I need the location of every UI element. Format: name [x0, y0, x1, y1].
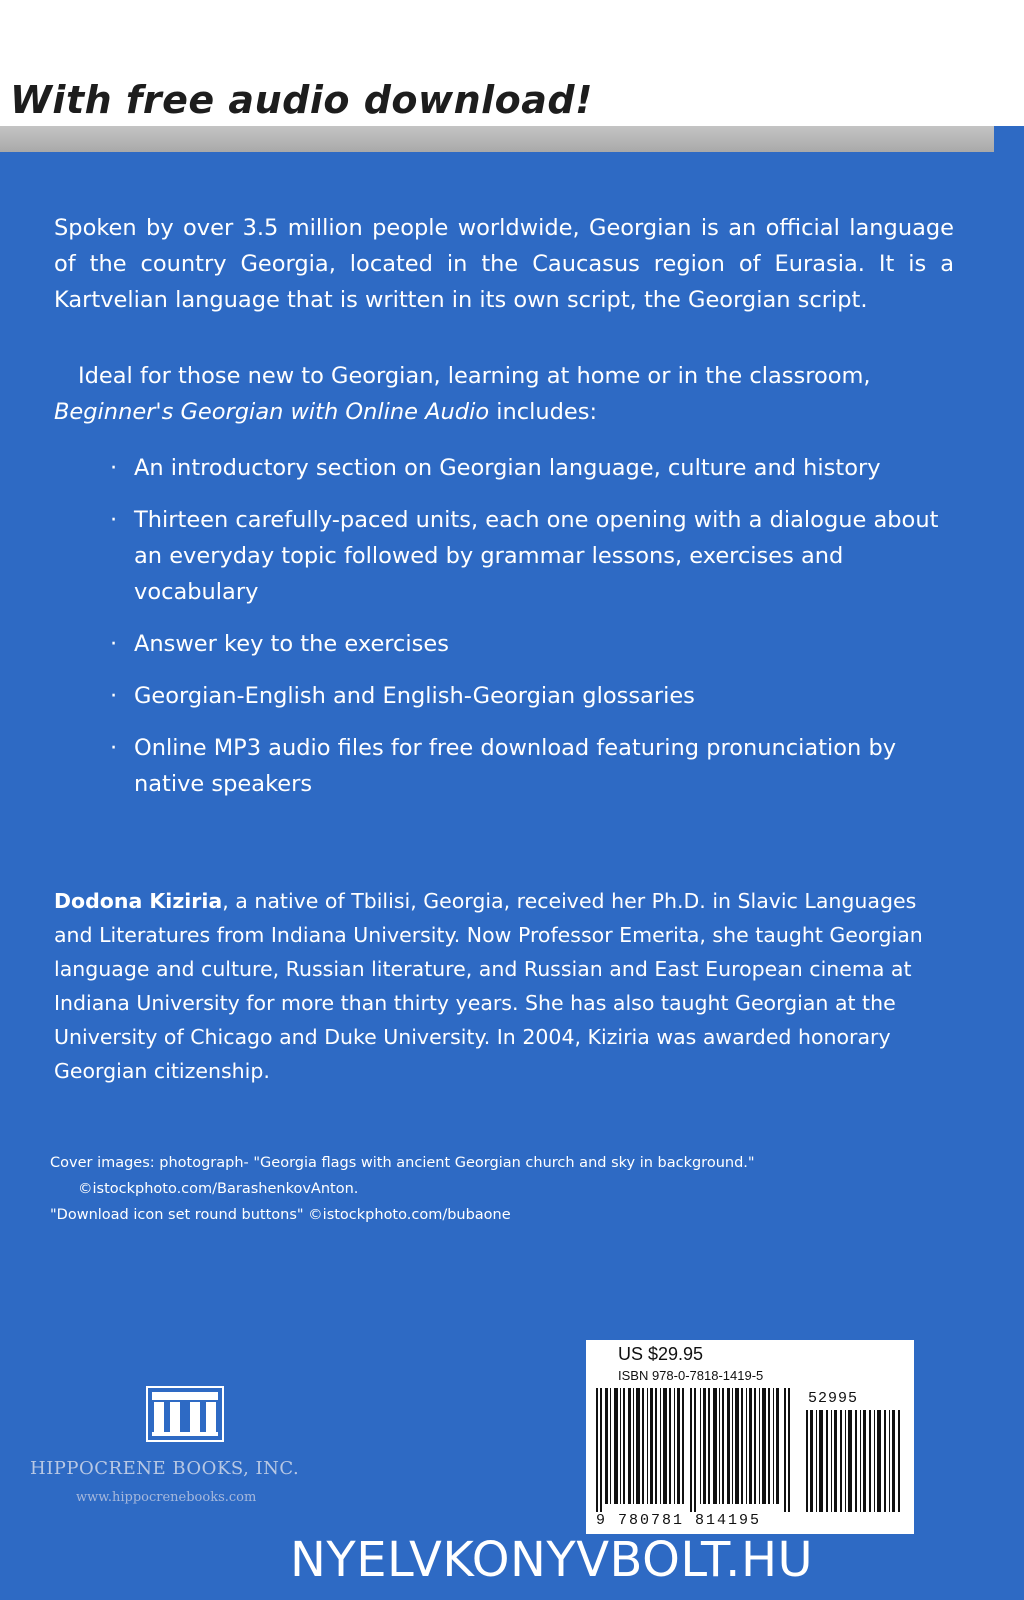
barcode-digits: 9 780781 814195: [596, 1512, 762, 1529]
tagline: With free audio download!: [10, 78, 593, 122]
price-barcode: [806, 1410, 902, 1512]
list-item: [110, 678, 960, 714]
publisher-logo-icon: [146, 1386, 224, 1442]
feature-list: [110, 450, 960, 818]
list-item-text: Georgian-English and English-Georgian glossaries: [134, 683, 695, 709]
list-item-text: Answer key to the exercises: [134, 631, 449, 657]
list-item: [110, 450, 960, 486]
author-bio: [54, 884, 954, 1088]
intro-tail: includes:: [489, 399, 598, 425]
list-item-text: Online MP3 audio files for free download featuring pronunciation by native speakers: [134, 735, 897, 797]
price-label: US $29.95: [618, 1344, 704, 1364]
watermark: NYELVKONYVBOLT.HU: [290, 1532, 814, 1588]
list-item: [110, 730, 960, 802]
publisher-url: www.hippocrenebooks.com: [76, 1490, 257, 1505]
credit-line-2: ©istockphoto.com/BarashenkovAnton.: [78, 1181, 359, 1197]
author-name: Dodona Kiziria: [54, 889, 223, 913]
isbn-label: ISBN 978-0-7818-1419-5: [618, 1368, 764, 1383]
isbn-barcode: [596, 1388, 792, 1512]
list-item-text: An introductory section on Georgian language, culture and history: [134, 455, 881, 481]
intro-paragraph-2: [54, 358, 954, 430]
credit-line-3: "Download icon set round buttons" ©istockphoto.com/bubaone: [50, 1207, 511, 1223]
bullet-icon: ·: [110, 507, 118, 533]
list-item: [110, 502, 960, 610]
bullet-icon: ·: [110, 683, 118, 709]
author-bio-text: , a native of Tbilisi, Georgia, received her Ph.D. in Slavic Languages and Literatures from Indiana University. Now Professor Emerita, she taught Georgian language and culture, Russian literature, and Russian and East European cinema at Indiana University for more than thirty years. She has also taught Georgian at the University of Chicago and Duke University. In 2004, Kiziria was awarded honorary Georgian citizenship.: [54, 889, 923, 1083]
credit-line-1: Cover images: photograph- "Georgia flags with ancient Georgian church and sky in background.": [50, 1155, 755, 1171]
list-item-text: Thirteen carefully-paced units, each one opening with a dialogue about an everyday topic followed by grammar lessons, exercises and vocabulary: [134, 507, 939, 605]
intro-paragraph: Spoken by over 3.5 million people worldwide, Georgian is an official language of the country Georgia, located in the Caucasus region of Eurasia. It is a Kartvelian language that is written in its own script, the Georgian script.: [54, 215, 954, 313]
bullet-icon: ·: [110, 455, 118, 481]
list-item: [110, 626, 960, 662]
image-credits: [50, 1150, 980, 1228]
publisher-name: HIPPOCRENE BOOKS, INC.: [30, 1458, 300, 1479]
bullet-icon: ·: [110, 735, 118, 761]
blue-right-strip: [994, 126, 1024, 152]
book-title: Beginner's Georgian with Online Audio: [54, 399, 490, 425]
intro-lead: Ideal for those new to Georgian, learning at home or in the classroom,: [78, 363, 871, 389]
bullet-icon: ·: [110, 631, 118, 657]
gray-band: [0, 126, 994, 152]
price-code: 52995: [808, 1390, 859, 1407]
